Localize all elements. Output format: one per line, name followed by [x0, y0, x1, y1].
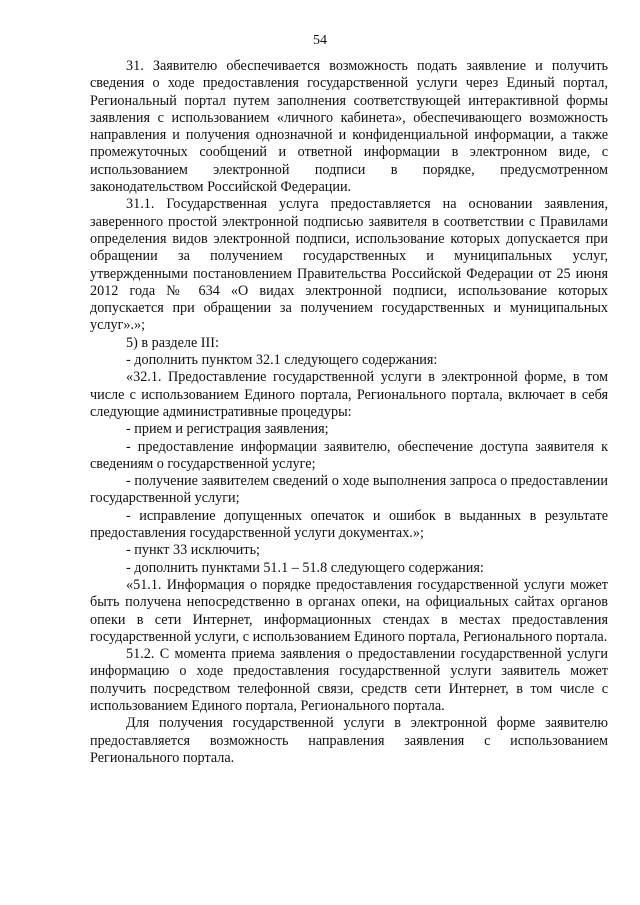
- paragraph: - исправление допущенных опечаток и ошибок в выданных в результате предоставления государственной услуги документах.»;: [90, 507, 608, 542]
- paragraph: - дополнить пунктом 32.1 следующего содержания:: [126, 352, 438, 369]
- paragraph: 31.1. Государственная услуга предоставляется на основании заявления, заверенного простой электронной подписью заявителя в соответствии с Правилами определения видов электронной подписи, использование которых допускается при обращении за получением государственных и муниципальных услуг, утвержденными постановлением Правительства Российской Федерации от 25 июня 2012 года № 634 «О видах электронной подписи, использование которых допускается при обращении за получением государственных и муниципальных услуг».»;: [90, 196, 608, 334]
- paragraph: - получение заявителем сведений о ходе выполнения запроса о предоставлении государственной услуги;: [90, 473, 608, 507]
- paragraph: «51.1. Информация о порядке предоставления государственной услуги может быть получена непосредственно в органах опеки, на официальных сайтах органов опеки в сети Интернет, информационных стендах в местах предоставления государственной услуги, с использованием Единого портала, Регионального портала.: [90, 576, 608, 645]
- paragraph: 51.2. С момента приема заявления о предоставлении государственной услуги информацию о ходе предоставления государственной услуги заявитель может получить посредством телефонной связи, средств сети Интернет, в том числе с использованием Единого портала, Регионального портала.: [90, 646, 608, 714]
- document-body: [90, 58, 608, 767]
- paragraph: - прием и регистрация заявления;: [126, 421, 329, 438]
- paragraph: - предоставление информации заявителю, обеспечение доступа заявителя к сведениям о государственной услуге;: [90, 438, 608, 472]
- paragraph: - дополнить пунктами 51.1 – 51.8 следующего содержания:: [126, 559, 484, 576]
- page-number: 54: [313, 33, 327, 48]
- paragraph: - пункт 33 исключить;: [126, 542, 260, 559]
- paragraph: 5) в разделе III:: [126, 334, 219, 351]
- paragraph: Для получения государственной услуги в электронной форме заявителю предоставляется возможность направления заявления с использованием Регионального портала.: [90, 715, 608, 766]
- paragraph: 31. Заявителю обеспечивается возможность подать заявление и получить сведения о ходе предоставления государственной услуги через Единый портал, Региональный портал путем заполнения соответствующей интерактивной формы заявления с использованием «личного кабинета», обеспечивающего возможность направления и получения однозначной и конфиденциальной информации, а также промежуточных сообщений и ответной информации в электронном виде, с использованием электронной подписи в порядке, предусмотренном законодательством Российской Федерации.: [90, 58, 608, 196]
- paragraph: «32.1. Предоставление государственной услуги в электронной форме, в том числе с использованием Единого портала, Регионального портала, включает в себя следующие административные процедуры:: [90, 369, 608, 420]
